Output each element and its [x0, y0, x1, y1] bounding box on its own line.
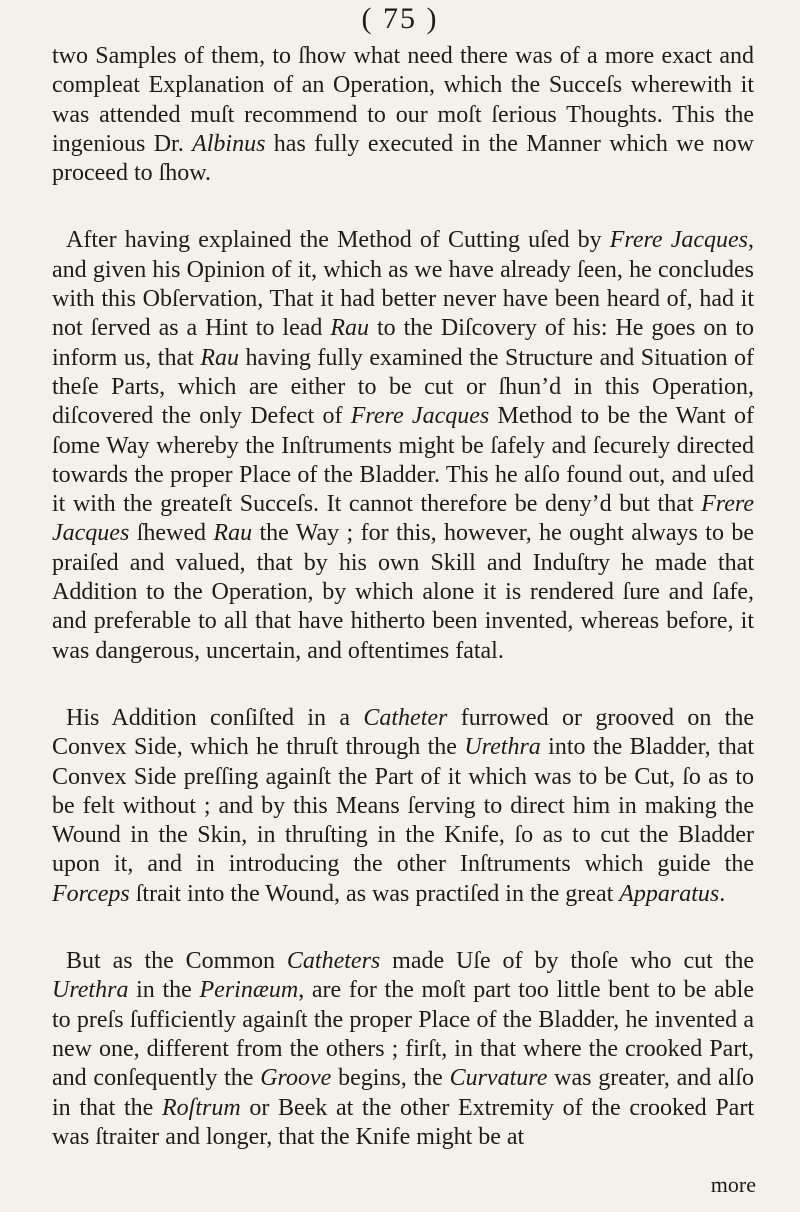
catchword: more — [710, 1172, 756, 1197]
text-run: made Uſe of by thoſe who cut the — [380, 948, 754, 975]
text-run: has fully executed in the Manner which we now proceed to ſhow. — [52, 130, 754, 187]
italic-term: Catheter — [363, 704, 448, 731]
italic-term: Urethra — [52, 977, 129, 1004]
paragraph-1 — [52, 42, 754, 188]
page-number: ( 75 ) — [361, 2, 439, 35]
paragraph-2 — [52, 226, 754, 665]
text-run: to the Diſcovery of his: He goes on to inform us, that — [52, 315, 754, 371]
text-run: But as the Common — [66, 948, 287, 975]
italic-term: Frere Jacques — [52, 491, 754, 547]
italic-term: Catheters — [286, 948, 381, 975]
paragraph-4 — [52, 947, 754, 1152]
text-run: ſtrait into the Wound, as was practiſed in the great — [129, 880, 620, 907]
italic-term: Rau — [200, 344, 239, 371]
italic-term: Albinus — [192, 130, 266, 157]
text-run: ſhewed — [129, 520, 214, 547]
italic-term: Apparatus — [619, 880, 720, 907]
text-run: or Beek at the other Extremity of the crooked Part was ſtraiter and longer, that the Knife might be at — [52, 1094, 754, 1150]
italic-term: Perinæum — [199, 977, 299, 1004]
text-run: His Addition conſiſted in a — [66, 704, 364, 731]
text-run: the Way ; for this, however, he ought always to be praiſed and valued, that by his own Skill and Induſtry he made that Addition to the Operation, by which alone it is rendered ſure and ſafe, and preferable to all that have hitherto been invented, whereas before, it was dangerous, uncertain, and oftentimes fatal. — [52, 520, 754, 664]
italic-term: Groove — [260, 1065, 332, 1092]
italic-term: Frere Jacques — [350, 403, 490, 430]
text-run: in the — [128, 977, 200, 1004]
italic-term: Frere Jacques — [609, 227, 748, 254]
body-text — [52, 42, 754, 1152]
text-run: Method to be the Want of ſome Way whereby the Inſtruments might be ſafely and ſecurely directed towards the proper Place of the Bladder. This he alſo found out, and uſed it with the greateſt Succeſs. It cannot therefore be deny’d but that — [52, 403, 754, 518]
text-run: having fully examined the Structure and Situation of theſe Parts, which are either to be cut or ſhun’d in this Operation, diſcovered the only Defect of — [52, 344, 754, 430]
text-run: furrowed or grooved on the Convex Side, which he thruſt through the — [52, 704, 754, 761]
text-run: After having explained the Method of Cutting uſed by — [66, 227, 610, 254]
paragraph-3 — [52, 704, 754, 909]
italic-term: Curvature — [449, 1065, 548, 1092]
italic-term: Roſtrum — [162, 1094, 241, 1121]
text-run: begins, the — [331, 1065, 450, 1092]
italic-term: Rau — [330, 315, 370, 342]
text-run: , and given his Opinion of it, which as we have already ſeen, he concludes with this Obſervation, That it had better never have been heard of, had it not ſerved as a Hint to lead — [52, 227, 754, 342]
text-run: into the Bladder, that Convex Side preſſing againſt the Part of it which was to be Cut, ſo as to be felt without ; and by this Means ſerving to direct him in making the Wound in the Skin, in thruſting in the Knife, ſo as to cut the Bladder upon it, and in introducing the other Inſtruments which guide the — [52, 734, 755, 878]
text-run: , are for the moſt part too little bent to be able to preſs ſufficiently againſt the proper Place of the Bladder, he invented a new one, different from the others ; firſt, in that where the crooked Part, and conſequently the — [52, 977, 754, 1092]
text-run: was greater, and alſo in that the — [52, 1065, 755, 1121]
italic-term: Rau — [213, 520, 253, 547]
text-run: . — [719, 880, 726, 907]
italic-term: Urethra — [464, 734, 541, 761]
text-run: two Samples of them, to ſhow what need there was of a more exact and compleat Explanation of an Operation, which the Succeſs wherewith it was attended muſt recommend to our moſt ſerious Thoughts. This the ingenious Dr. — [52, 43, 754, 157]
italic-term: Forceps — [52, 880, 130, 907]
